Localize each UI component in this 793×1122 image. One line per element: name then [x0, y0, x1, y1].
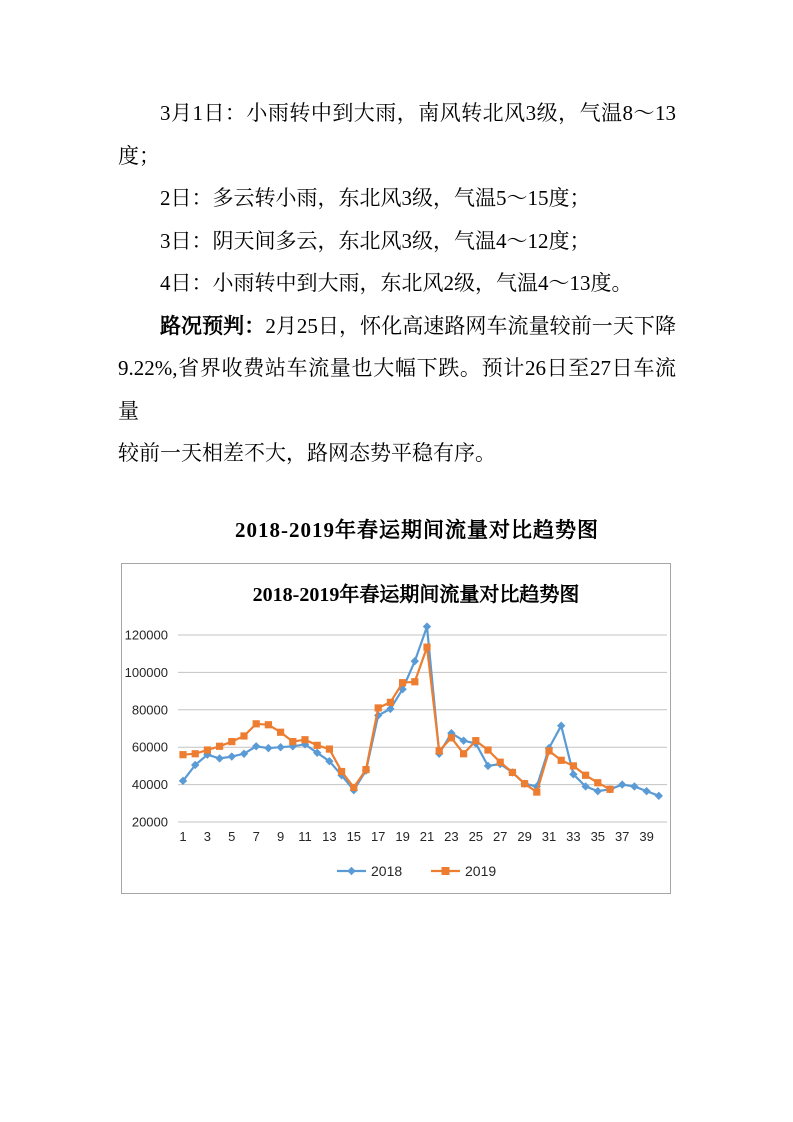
x-tick-label: 27 [492, 829, 508, 844]
traffic-trend-chart [121, 563, 671, 894]
diamond-marker [276, 743, 284, 751]
x-tick-label: 17 [370, 829, 386, 844]
square-marker [484, 746, 491, 753]
chart-title: 2018-2019年春运期间流量对比趋势图 [252, 584, 580, 606]
series-2018 [179, 622, 663, 800]
square-marker [253, 720, 260, 727]
x-tick-label: 13 [322, 829, 337, 844]
square-marker [497, 759, 504, 766]
text-line: 度； [118, 143, 160, 168]
square-marker [545, 747, 552, 754]
x-tick-label: 11 [298, 829, 312, 844]
square-marker [570, 762, 577, 769]
square-marker [277, 729, 284, 736]
y-tick-label: 80000 [131, 702, 168, 718]
x-tick-label: 31 [541, 829, 557, 844]
x-tick-label: 1 [179, 829, 187, 844]
diamond-marker [228, 752, 236, 760]
diamond-marker [423, 622, 431, 630]
x-axis-labels [179, 829, 653, 844]
series-2019 [179, 644, 613, 796]
forecast-text-block [118, 92, 676, 475]
square-marker [179, 751, 186, 758]
x-tick-label: 19 [395, 829, 410, 844]
square-marker [265, 721, 272, 728]
text-line: 9.22%,省界收费站车流量也大幅下跌。预计26日至27日车流量 [118, 356, 676, 423]
y-tick-label: 40000 [131, 777, 168, 793]
diamond-marker [655, 792, 663, 800]
square-marker [362, 766, 369, 773]
square-marker [521, 780, 528, 787]
x-tick-label: 37 [614, 829, 630, 844]
legend-diamond-marker [347, 867, 355, 875]
text-line: 4日：小雨转中到大雨，东北风2级，气温4～13度。 [160, 271, 633, 295]
diamond-marker [557, 721, 565, 729]
text-line: 较前一天相差不大，路网态势平稳有序。 [118, 441, 496, 465]
square-marker [472, 737, 479, 744]
x-tick-label: 5 [228, 829, 236, 844]
x-tick-label: 21 [419, 829, 435, 844]
square-marker [387, 699, 394, 706]
square-marker [204, 746, 211, 753]
square-marker [326, 745, 333, 752]
x-tick-label: 7 [252, 829, 260, 844]
x-tick-label: 39 [639, 829, 654, 844]
square-marker [582, 772, 589, 779]
chart-legend [337, 863, 496, 879]
x-tick-label: 9 [276, 829, 285, 844]
paragraph-label: 路况预判： [160, 313, 266, 338]
legend-label-2019: 2019 [465, 863, 497, 879]
text-line: 3日：阴天间多云，东北风3级，气温4～12度； [160, 228, 591, 253]
y-axis-labels [125, 628, 168, 830]
square-marker [240, 732, 247, 739]
legend-square-marker [442, 867, 450, 875]
text-line: 2日：多云转小雨，东北风3级，气温5～15度； [160, 186, 591, 210]
diamond-marker [215, 754, 223, 762]
square-marker [192, 750, 199, 757]
y-tick-label: 100000 [124, 664, 168, 680]
square-marker [289, 738, 296, 745]
y-tick-label: 20000 [131, 814, 168, 830]
square-marker [448, 734, 455, 741]
x-tick-label: 23 [444, 829, 459, 844]
square-marker [594, 779, 601, 786]
diamond-marker [411, 657, 419, 665]
square-marker [558, 757, 565, 764]
x-tick-label: 25 [468, 829, 484, 844]
square-marker [314, 742, 321, 749]
square-marker [216, 743, 223, 750]
x-tick-label: 3 [203, 829, 212, 844]
square-marker [301, 736, 308, 743]
diamond-marker [594, 787, 602, 795]
square-marker [606, 786, 613, 793]
text-line: 路况预判：2月25日，怀化高速路网车流量较前一天下降 [160, 313, 676, 338]
x-tick-label: 33 [566, 829, 581, 844]
y-tick-label: 120000 [124, 627, 168, 643]
square-marker [509, 769, 516, 776]
y-tick-label: 60000 [131, 739, 168, 755]
square-marker [436, 747, 443, 754]
square-marker [350, 784, 357, 791]
square-marker [423, 644, 430, 651]
x-tick-label: 35 [590, 829, 606, 844]
diamond-marker [264, 744, 272, 752]
diamond-marker [484, 762, 492, 770]
square-marker [533, 788, 540, 795]
square-marker [375, 704, 382, 711]
traffic-trend-chart-svg [122, 564, 670, 893]
square-marker [228, 738, 235, 745]
square-marker [411, 678, 418, 685]
x-tick-label: 29 [517, 829, 532, 844]
text-line: 3月1日：小雨转中到大雨，南风转北风3级，气温8～13 [160, 101, 676, 125]
square-marker [338, 768, 345, 775]
diamond-marker [642, 787, 650, 795]
chart-caption: 2018-2019年春运期间流量对比趋势图 [235, 518, 599, 542]
square-marker [399, 679, 406, 686]
x-tick-label: 15 [346, 829, 362, 844]
diamond-marker [618, 780, 626, 788]
diamond-marker [630, 782, 638, 790]
square-marker [460, 750, 467, 757]
legend-label-2018: 2018 [371, 863, 403, 879]
